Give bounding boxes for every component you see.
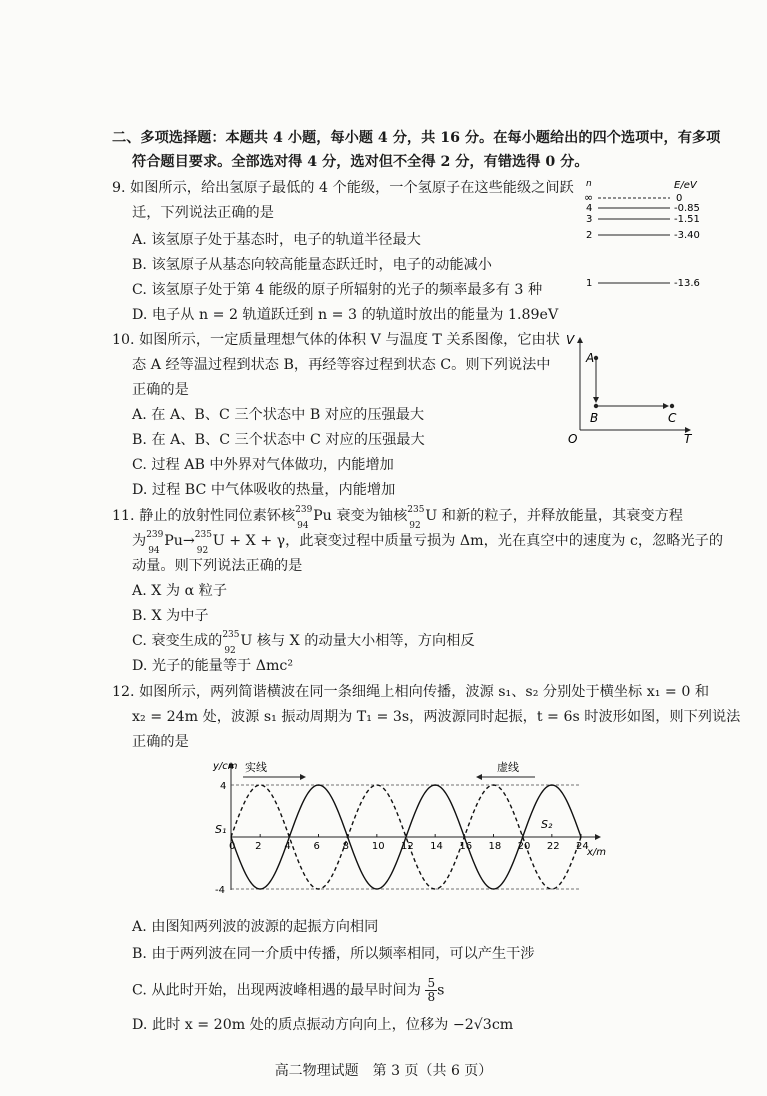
q10-option-a: A. 在 A、B、C 三个状态中 B 对应的压强最大 (132, 407, 425, 423)
origin-label: O (568, 432, 578, 445)
source-s1-label: S₁ (215, 823, 227, 836)
eq-u-nuclide: 235 92 (194, 530, 212, 556)
q12-stem-cont: x₂ = 24m 处，波源 s₁ 振动周期为 T₁ = 3s，两波源同时起振，t = 6s 时波形如图，则下列说法 (132, 709, 741, 725)
pu-nuclide: 239 94 (295, 505, 313, 531)
point-a (594, 356, 598, 360)
point-b (594, 404, 598, 408)
x-tick-label: 18 (488, 841, 502, 852)
q11-option-d: D. 光子的能量等于 Δmc² (132, 658, 294, 674)
x-tick-label: 2 (255, 841, 262, 852)
x-tick-label: 0 (229, 841, 236, 852)
q9-option-c: C. 该氢原子处于第 4 能级的原子所辐射的光子的频率最多有 3 种 (132, 282, 543, 298)
q11-equation-line: 为 239 94 Pu→ 235 92 U + X + γ，此衰变过程中质量亏损为 Δm，光在真空中的速度为 c，忽略光子的 (132, 530, 724, 556)
point-b-label: B (590, 411, 599, 425)
level-3-e: -1.51 (674, 214, 700, 225)
q11-stem-cont: 动量。则下列说法正确的是 (132, 558, 303, 574)
x-tick-label: 10 (371, 841, 385, 852)
q10-stem-cont2: 正确的是 (132, 382, 189, 398)
q12-option-a: A. 由图知两列波的波源的起振方向相同 (132, 919, 379, 935)
x-tick-label: 12 (401, 841, 414, 852)
level-3-n: 3 (586, 214, 593, 225)
q11-option-b: B. X 为中子 (132, 608, 209, 624)
n-header: n (586, 179, 592, 189)
x-tick-label: 16 (459, 841, 473, 852)
q11-stem-mid: 衰变为铀核 (331, 508, 408, 524)
q9-option-a: A. 该氢原子处于基态时，电子的轨道半径最大 (132, 232, 421, 248)
q11-option-c: C. 衰变生成的 235 92 U 核与 X 的动量大小相等，方向相反 (132, 630, 475, 656)
level-1-e: -13.6 (674, 278, 700, 289)
vt-graph (560, 330, 700, 445)
eq-pu-nuclide: 239 94 (146, 530, 164, 556)
q10-stem-cont: 态 A 经等温过程到状态 B，再经等容过程到状态 C。则下列说法中 (132, 357, 551, 373)
legend-solid: 实线 (245, 761, 267, 774)
fraction-5-8: $\frac{5}{8}$ (427, 976, 436, 1004)
q12-stem: 12. 如图所示，两列简谐横波在同一条细绳上相向传播，波源 s₁、s₂ 分别处于横坐标 x₁ = 0 和 (112, 684, 710, 700)
point-a-label: A (586, 351, 595, 365)
x-tick-label: 20 (517, 841, 531, 852)
q12-option-c: C. 从此时开始，出现两波峰相遇的最早时间为 $\frac{5}{8}$ s (132, 976, 445, 1004)
q12-option-b: B. 由于两列波在同一介质中传播，所以频率相同，可以产生干涉 (132, 946, 535, 962)
level-1-n: 1 (586, 278, 593, 289)
q9-stem: 9. 如图所示，给出氢原子最低的 4 个能级，一个氢原子在这些能级之间跃 (112, 180, 574, 196)
section-title-cont: 符合题目要求。全部选对得 4 分，选对但不全得 2 分，有错选得 0 分。 (132, 154, 589, 170)
q12-stem-cont2: 正确的是 (132, 734, 189, 750)
x-tick-label: 22 (546, 841, 560, 852)
level-4-e: -0.85 (674, 203, 700, 214)
q10-option-d: D. 过程 BC 中气体吸收的热量，内能增加 (132, 482, 396, 498)
pu-symbol: Pu (313, 508, 332, 524)
q10-option-b: B. 在 A、B、C 三个状态中 C 对应的压强最大 (132, 432, 425, 448)
x-tick-label: 14 (430, 841, 443, 852)
point-c-label: C (668, 411, 677, 425)
optc-u-nuclide: 235 92 (222, 630, 240, 656)
wave-chart (205, 755, 625, 905)
x-tick-label: 4 (284, 841, 291, 852)
x-tick-label: 8 (342, 841, 350, 852)
v-label: V (566, 333, 575, 347)
q9-option-b: B. 该氢原子从基态向较高能量态跃迁时，电子的动能减小 (132, 257, 492, 273)
q11-stem-pre: 11. 静止的放射性同位素钚核 (112, 508, 296, 524)
y-axis-label: y/cm (213, 761, 238, 772)
page-footer: 高二物理试题 第 3 页（共 6 页） (274, 1063, 493, 1079)
energy-level-diagram (578, 176, 718, 296)
q12-option-d: D. 此时 x = 20m 处的质点振动方向向上，位移为 −2√3cm (132, 1017, 514, 1033)
level-2-e: -3.40 (674, 230, 700, 241)
x-axis-label: x/m (587, 847, 607, 858)
y-tick-label: 4 (220, 781, 227, 792)
level-inf-e: 0 (676, 193, 683, 204)
x-tick-label: 24 (576, 841, 589, 852)
y-tick-label: -4 (215, 885, 225, 896)
level-2-n: 2 (586, 230, 593, 241)
u-symbol: U (425, 508, 438, 524)
level-4-n: 4 (586, 203, 593, 214)
u-nuclide: 235 92 (407, 505, 425, 531)
q9-option-d: D. 电子从 n = 2 轨道跃迁到 n = 3 的轨道时放出的能量为 1.89eV (132, 307, 559, 323)
e-header: E/eV (674, 180, 697, 191)
q11-stem (112, 505, 683, 531)
x-tick-label: 6 (313, 841, 320, 852)
q10-option-c: C. 过程 AB 中外界对气体做功，内能增加 (132, 457, 394, 473)
wave-axes (212, 760, 606, 890)
level-inf-n: ∞ (584, 191, 594, 204)
q11-stem-post: 和新的粒子，并释放能量，其衰变方程 (437, 508, 683, 524)
q9-stem-cont: 迁，下列说法正确的是 (132, 205, 274, 221)
legend-dashed: 虚线 (497, 761, 519, 774)
q11-option-a: A. X 为 α 粒子 (132, 583, 228, 599)
section-title: 二、多项选择题：本题共 4 小题，每小题 4 分，共 16 分。在每小题给出的四个选项中，有多项 (112, 130, 721, 146)
point-c (670, 404, 674, 408)
t-label: T (684, 432, 692, 445)
source-s2-label: S₂ (541, 818, 553, 831)
q10-stem: 10. 如图所示，一定质量理想气体的体积 V 与温度 T 关系图像，它由状 (112, 332, 560, 348)
